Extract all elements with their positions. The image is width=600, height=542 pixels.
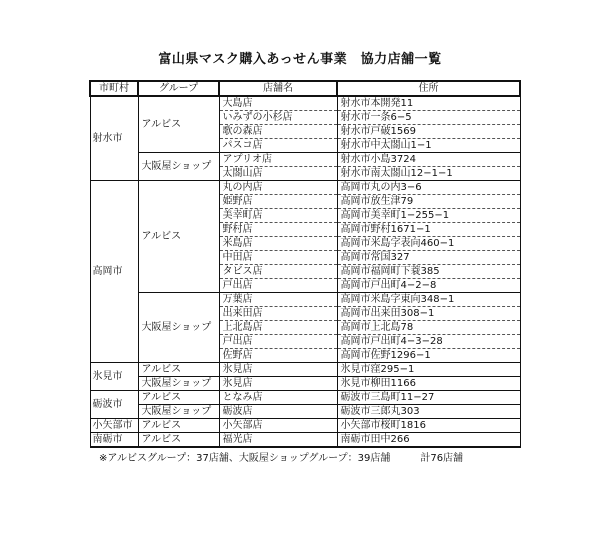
store-name-cell: 歌の森店 (219, 125, 337, 139)
store-name-cell: 丸の内店 (219, 181, 337, 195)
store-name-cell: 氷見店 (219, 377, 337, 391)
table-row (90, 377, 520, 391)
store-name-cell: 氷見店 (219, 363, 337, 377)
store-table (89, 80, 521, 448)
address-cell: 射水市本開発11 (337, 96, 520, 111)
store-name-cell: 中田店 (219, 251, 337, 265)
store-name-cell: 野村店 (219, 223, 337, 237)
page-title: 富山県マスク購入あっせん事業 協力店舗一覧 (158, 52, 442, 67)
store-name-cell: 福光店 (219, 433, 337, 448)
group-cell: アルビス (138, 181, 219, 293)
address-cell: 高岡市米島字東向348−1 (337, 293, 520, 307)
group-cell: アルビス (138, 433, 219, 448)
store-name-cell: アプリオ店 (219, 153, 337, 167)
store-name-cell: タビス店 (219, 265, 337, 279)
address-cell: 射水市南太閤山12−1−1 (337, 167, 520, 181)
table-row (90, 405, 520, 419)
address-cell: 南砺市田中266 (337, 433, 520, 448)
store-name-cell: 美幸町店 (219, 209, 337, 223)
store-name-cell: 姫野店 (219, 195, 337, 209)
table-row (90, 181, 520, 195)
address-cell: 高岡市美幸町1−255−1 (337, 209, 520, 223)
municipality-cell: 南砺市 (90, 433, 138, 448)
store-name-cell: となみ店 (219, 391, 337, 405)
municipality-cell: 砺波市 (90, 391, 138, 419)
store-name-cell: 戸出店 (219, 279, 337, 293)
group-cell: アルビス (138, 391, 219, 405)
store-name-cell: パスコ店 (219, 139, 337, 153)
address-cell: 射水市戸破1569 (337, 125, 520, 139)
address-cell: 高岡市戸出町4−2−8 (337, 279, 520, 293)
address-cell: 高岡市丸の内3−6 (337, 181, 520, 195)
header-municipality: 市町村 (90, 81, 138, 96)
group-cell: アルビス (138, 419, 219, 433)
store-name-cell: 戸出店 (219, 335, 337, 349)
address-cell: 高岡市出来田308−1 (337, 307, 520, 321)
table-row (90, 153, 520, 167)
address-cell: 砺波市三島町11−27 (337, 391, 520, 405)
store-name-cell: いみずの小杉店 (219, 111, 337, 125)
address-cell: 射水市一条6−5 (337, 111, 520, 125)
municipality-cell: 氷見市 (90, 363, 138, 391)
group-cell: 大阪屋ショップ (138, 293, 219, 363)
header-address: 住所 (337, 81, 520, 96)
table-body (90, 96, 520, 447)
store-name-cell: 大島店 (219, 96, 337, 111)
address-cell: 氷見市柳田1166 (337, 377, 520, 391)
municipality-cell: 射水市 (90, 96, 138, 181)
store-name-cell: 万葉店 (219, 293, 337, 307)
address-cell: 高岡市佐野1296−1 (337, 349, 520, 363)
footnote: ※アルビスグループ：37店舗、大阪屋ショップグループ：39店舗 計76店舗 (99, 453, 464, 464)
store-name-cell: 上北島店 (219, 321, 337, 335)
address-cell: 氷見市窪295−1 (337, 363, 520, 377)
table-row (90, 96, 520, 111)
address-cell: 高岡市放生津79 (337, 195, 520, 209)
group-cell: 大阪屋ショップ (138, 405, 219, 419)
address-cell: 高岡市米島字表向460−1 (337, 237, 520, 251)
store-name-cell: 米島店 (219, 237, 337, 251)
group-cell: アルビス (138, 363, 219, 377)
municipality-cell: 小矢部市 (90, 419, 138, 433)
store-name-cell: 砺波店 (219, 405, 337, 419)
address-cell: 高岡市上北島78 (337, 321, 520, 335)
store-name-cell: 小矢部店 (219, 419, 337, 433)
table-row (90, 293, 520, 307)
address-cell: 砺波市三郎丸303 (337, 405, 520, 419)
municipality-cell: 高岡市 (90, 181, 138, 363)
table-row (90, 419, 520, 433)
store-name-cell: 出来田店 (219, 307, 337, 321)
address-cell: 高岡市常国327 (337, 251, 520, 265)
address-cell: 射水市小島3724 (337, 153, 520, 167)
store-name-cell: 佐野店 (219, 349, 337, 363)
address-cell: 高岡市戸出町4−3−28 (337, 335, 520, 349)
address-cell: 高岡市福岡町下蓑385 (337, 265, 520, 279)
header-row (90, 81, 520, 96)
table-row (90, 391, 520, 405)
group-cell: 大阪屋ショップ (138, 377, 219, 391)
address-cell: 高岡市野村1671−1 (337, 223, 520, 237)
address-cell: 小矢部市桜町1816 (337, 419, 520, 433)
address-cell: 射水市中太閤山1−1 (337, 139, 520, 153)
table-row (90, 433, 520, 448)
store-name-cell: 太閤山店 (219, 167, 337, 181)
group-cell: アルビス (138, 96, 219, 153)
header-store-name: 店舗名 (219, 81, 337, 96)
group-cell: 大阪屋ショップ (138, 153, 219, 181)
table-row (90, 363, 520, 377)
header-group: グループ (138, 81, 219, 96)
